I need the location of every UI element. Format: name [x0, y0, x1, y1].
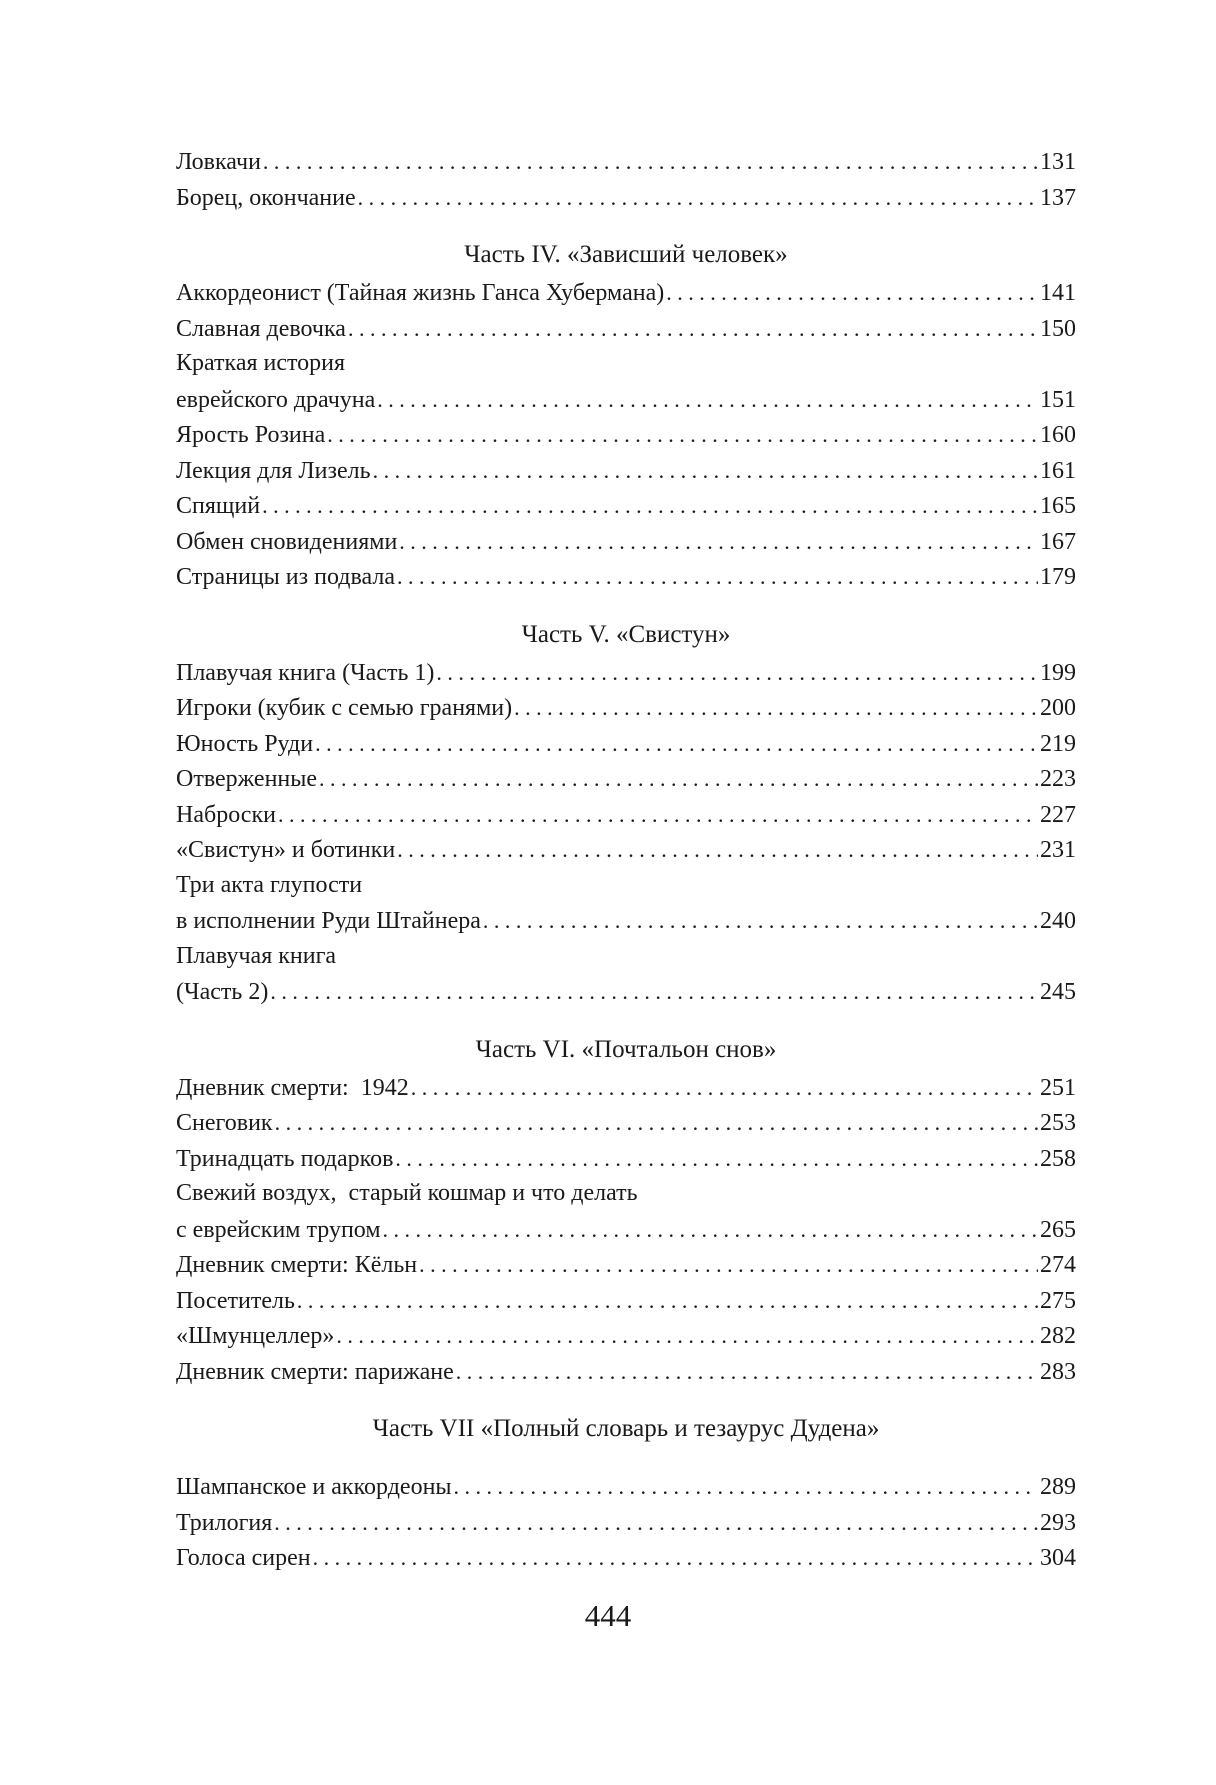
- toc-entry-page: 274: [1040, 1252, 1076, 1278]
- dot-leader: [666, 275, 1038, 312]
- toc-entry-title: «Свистун» и ботинки: [176, 837, 396, 863]
- dot-leader: [313, 1540, 1038, 1577]
- table-of-contents: [176, 144, 1076, 1576]
- dot-leader: [348, 311, 1038, 348]
- toc-entry: [176, 453, 1076, 489]
- toc-entry-page: 151: [1040, 386, 1076, 413]
- toc-entry: [176, 1354, 1076, 1390]
- toc-entry-title: Юность Руди: [176, 730, 314, 757]
- dot-leader: [397, 559, 1038, 596]
- part-heading: Часть V. «Свистун»: [521, 620, 731, 648]
- toc-entry: [176, 974, 1076, 1010]
- toc-entry: [176, 488, 1076, 524]
- toc-entry: [176, 1070, 1076, 1106]
- toc-entry-title: Отверженные: [176, 766, 318, 792]
- toc-entry: [176, 559, 1076, 595]
- toc-entry-title: Посетитель: [176, 1287, 295, 1314]
- toc-entry: [176, 275, 1076, 311]
- toc-entry-page: 223: [1040, 766, 1076, 792]
- toc-entry: [176, 1283, 1076, 1319]
- toc-entry-title: Плавучая книга: [176, 942, 337, 969]
- toc-entry: [176, 1247, 1076, 1283]
- toc-entry-title: Свежий воздух, старый кошмар и что делать: [176, 1180, 638, 1206]
- toc-entry-page: 253: [1040, 1110, 1076, 1136]
- toc-entry: [176, 832, 1076, 868]
- dot-leader: [315, 726, 1038, 763]
- toc-entry-page: 289: [1040, 1474, 1076, 1500]
- dot-leader: [358, 180, 1038, 217]
- part-heading: Часть VII «Полный словарь и тезаурус Дудена»: [372, 1415, 880, 1442]
- dot-leader: [278, 797, 1038, 834]
- toc-entry: [176, 1212, 1076, 1248]
- toc-entry: [176, 726, 1076, 762]
- toc-entry-title: Дневник смерти: парижане: [176, 1358, 454, 1385]
- toc-entry-title: Тринадцать подарков: [176, 1145, 394, 1172]
- dot-leader: [483, 903, 1038, 940]
- toc-entry: [176, 690, 1076, 726]
- toc-entry-title: Спящий: [176, 493, 261, 519]
- dot-leader: [514, 690, 1038, 727]
- dot-leader: [395, 1141, 1038, 1178]
- toc-entry-page: 150: [1040, 315, 1076, 342]
- toc-entry-title: еврейского драчуна: [176, 386, 376, 413]
- toc-entry-title: Три акта глупости: [176, 871, 363, 898]
- toc-entry-page: 258: [1040, 1145, 1076, 1172]
- toc-entry-title: Игроки (кубик с семью гранями): [176, 695, 513, 721]
- dot-leader: [327, 417, 1038, 454]
- toc-entry: [176, 1505, 1076, 1541]
- dot-leader: [297, 1283, 1038, 1320]
- toc-entry-title: (Часть 2): [176, 979, 269, 1005]
- toc-entry-page: 304: [1040, 1545, 1076, 1571]
- toc-entry-page: 167: [1040, 528, 1076, 555]
- dot-leader: [373, 453, 1038, 490]
- dot-leader: [275, 1105, 1038, 1142]
- toc-entry-page: 200: [1040, 695, 1076, 721]
- dot-leader: [336, 1318, 1038, 1355]
- dot-leader: [263, 144, 1038, 181]
- toc-entry-title: Дневник смерти: 1942: [176, 1074, 409, 1101]
- toc-entry: [176, 655, 1076, 691]
- toc-entry-title: «Шмунцеллер»: [176, 1323, 335, 1349]
- dot-leader: [270, 974, 1038, 1011]
- dot-leader: [262, 488, 1038, 525]
- dot-leader: [411, 1070, 1038, 1107]
- toc-entry-title: Плавучая книга (Часть 1): [176, 659, 435, 686]
- toc-entry-title: с еврейским трупом: [176, 1216, 381, 1243]
- dot-leader: [419, 1247, 1038, 1284]
- toc-entry-page: 137: [1040, 184, 1076, 211]
- dot-leader: [377, 382, 1038, 419]
- part-heading: Часть VI. «Почтальон снов»: [475, 1035, 777, 1063]
- toc-entry: [176, 382, 1076, 418]
- toc-entry-page: 219: [1040, 730, 1076, 757]
- toc-entry: [176, 417, 1076, 453]
- toc-entry-title: Шампанское и аккордеоны: [176, 1474, 452, 1500]
- toc-entry-title-line: [176, 868, 1076, 904]
- toc-entry: [176, 1141, 1076, 1177]
- toc-entry-page: 275: [1040, 1287, 1076, 1314]
- toc-entry-page: 240: [1040, 908, 1076, 934]
- toc-entry-title: Лекция для Лизель: [176, 457, 371, 484]
- toc-entry-page: 251: [1040, 1074, 1076, 1101]
- toc-entry: [176, 1318, 1076, 1354]
- toc-entry-title: Борец, окончание: [176, 184, 356, 211]
- dot-leader: [454, 1469, 1038, 1506]
- toc-entry-page: 161: [1040, 457, 1076, 484]
- toc-entry-title: Трилогия: [176, 1509, 273, 1536]
- dot-leader: [397, 832, 1038, 869]
- toc-entry-page: 227: [1040, 801, 1076, 828]
- toc-entry-title: Аккордеонист (Тайная жизнь Ганса Хубермана): [176, 280, 665, 306]
- toc-entry-page: 231: [1040, 837, 1076, 863]
- part-heading: Часть IV. «Зависший человек»: [464, 241, 788, 268]
- toc-entry-page: 282: [1040, 1323, 1076, 1349]
- toc-entry-title: Снеговик: [176, 1110, 273, 1136]
- toc-entry-title: в исполнении Руди Штайнера: [176, 908, 481, 934]
- toc-entry: [176, 903, 1076, 939]
- dot-leader: [383, 1212, 1038, 1249]
- dot-leader: [319, 761, 1038, 798]
- toc-entry: [176, 144, 1076, 180]
- toc-entry: [176, 1540, 1076, 1576]
- page-number: 444: [584, 1598, 632, 1633]
- toc-entry-title-line: [176, 939, 1076, 975]
- dot-leader: [274, 1505, 1038, 1542]
- toc-entry-title-line: [176, 346, 1076, 382]
- toc-entry-title: Наброски: [176, 801, 276, 828]
- toc-entry: [176, 524, 1076, 560]
- toc-entry: [176, 797, 1076, 833]
- toc-entry-title-line: [176, 1176, 1076, 1212]
- toc-entry-page: 265: [1040, 1216, 1076, 1243]
- toc-entry-page: 245: [1040, 979, 1076, 1005]
- toc-entry: [176, 1469, 1076, 1505]
- toc-entry-page: 141: [1040, 280, 1076, 306]
- toc-entry-page: 160: [1040, 422, 1076, 448]
- toc-entry: [176, 1105, 1076, 1141]
- dot-leader: [456, 1354, 1038, 1391]
- toc-entry: [176, 180, 1076, 216]
- dot-leader: [399, 524, 1038, 561]
- toc-entry-page: 131: [1040, 149, 1076, 175]
- toc-entry-page: 165: [1040, 493, 1076, 519]
- toc-entry: [176, 311, 1076, 347]
- toc-entry-title: Голоса сирен: [176, 1545, 311, 1571]
- toc-entry-title: Обмен сновидениями: [176, 528, 398, 555]
- toc-entry-page: 283: [1040, 1358, 1076, 1385]
- toc-entry-title: Славная девочка: [176, 315, 346, 342]
- toc-entry-page: 179: [1040, 564, 1076, 590]
- toc-entry-title: Страницы из подвала: [176, 564, 395, 590]
- toc-entry-title: Дневник смерти: Кёльн: [176, 1252, 418, 1278]
- toc-entry-page: 293: [1040, 1509, 1076, 1536]
- toc-entry-title: Ярость Розина: [176, 422, 326, 448]
- toc-entry-title: Краткая история: [176, 350, 346, 376]
- toc-entry-title: Ловкачи: [176, 149, 261, 175]
- toc-entry-page: 199: [1040, 659, 1076, 686]
- dot-leader: [436, 655, 1038, 692]
- toc-entry: [176, 761, 1076, 797]
